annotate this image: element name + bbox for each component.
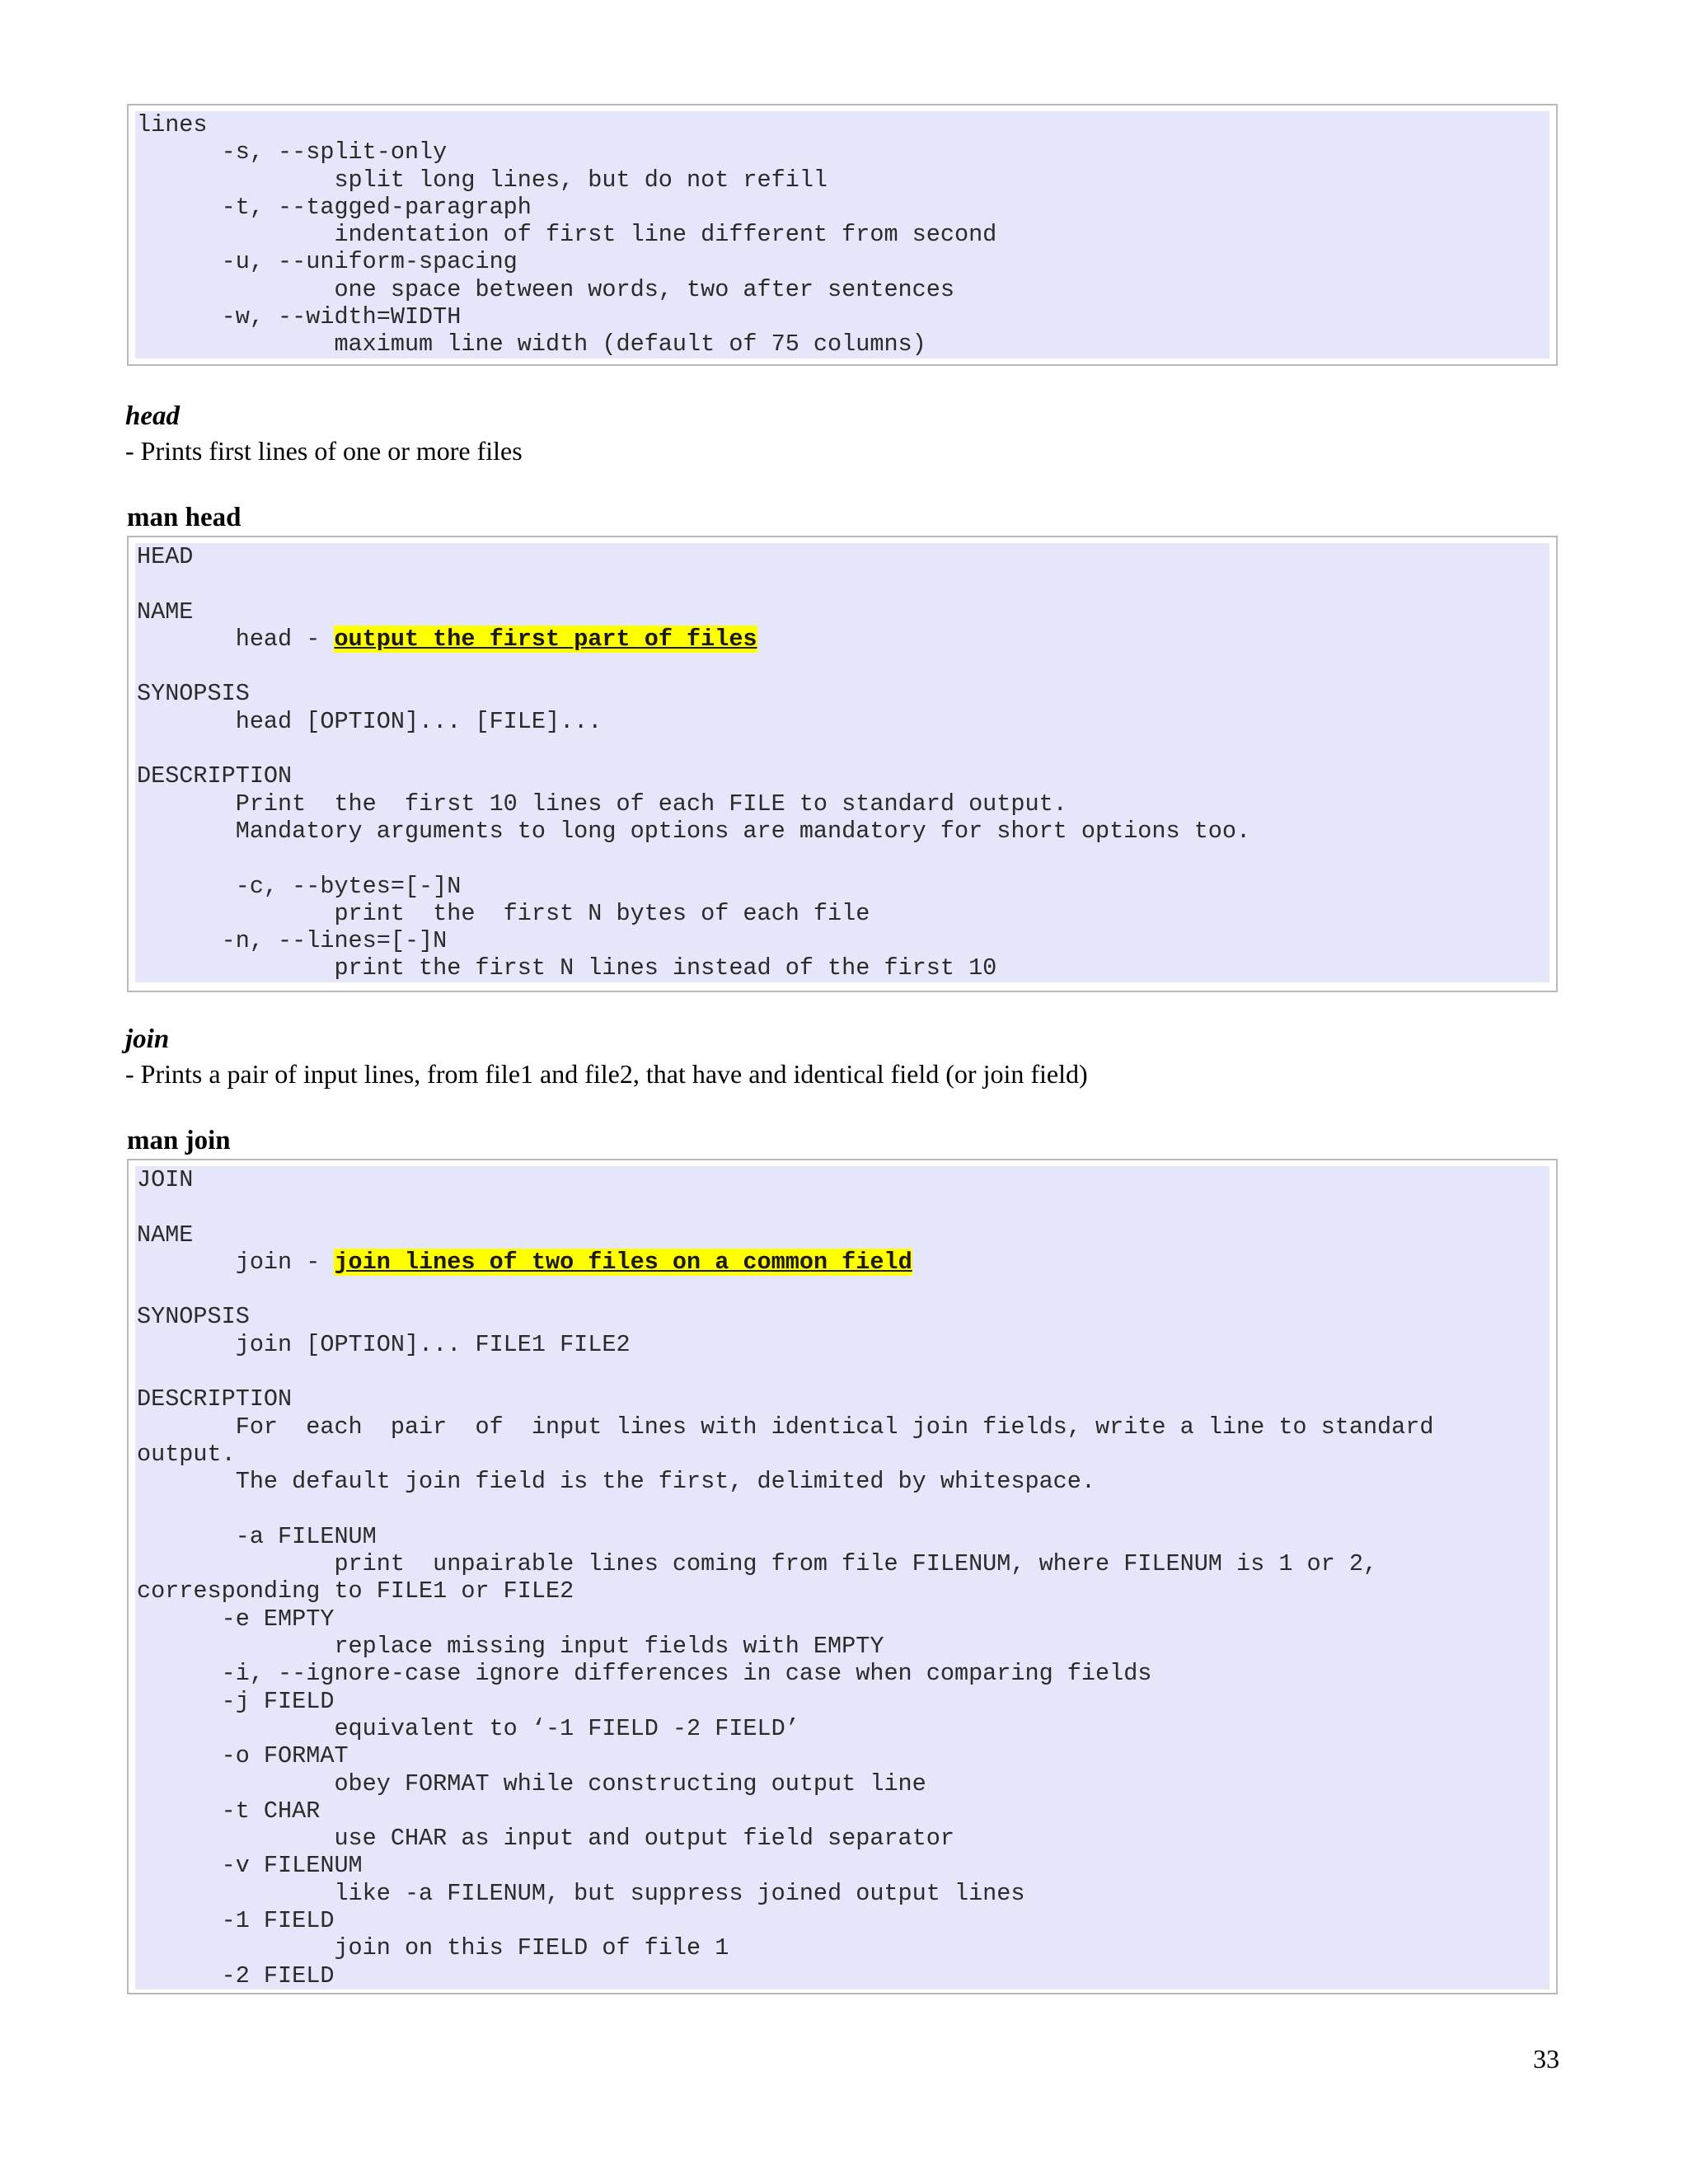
code-line: -u, --uniform-spacing xyxy=(137,248,518,276)
code-line: indentation of first line different from second xyxy=(137,221,997,249)
man-option-line: -t CHAR xyxy=(137,1797,321,1825)
man-option-line: -1 FIELD xyxy=(137,1907,335,1935)
man-option-line: -a FILENUM xyxy=(137,1522,377,1550)
head-command-title: head xyxy=(125,401,180,431)
code-line: -t, --tagged-paragraph xyxy=(137,193,532,221)
man-header: HEAD xyxy=(137,543,194,570)
code-line: one space between words, two after sentences xyxy=(137,275,954,303)
man-synopsis-label: SYNOPSIS xyxy=(137,680,250,708)
man-description-line: output. xyxy=(137,1440,236,1468)
fmt-man-text xyxy=(135,111,1550,359)
code-line: -s, --split-only xyxy=(137,138,448,166)
man-option-line: obey FORMAT while constructing output line xyxy=(137,1769,926,1797)
join-command-description: - Prints a pair of input lines, from file1 and file2, that have and identical field (or join field) xyxy=(125,1059,1088,1089)
man-description-line: For each pair of input lines with identical join fields, write a line to standard xyxy=(137,1413,1434,1441)
man-option-line: corresponding to FILE1 or FILE2 xyxy=(137,1577,574,1605)
man-option-line: equivalent to ‘-1 FIELD -2 FIELD’ xyxy=(137,1714,799,1742)
man-option-line: -2 FIELD xyxy=(137,1961,335,1990)
highlighted-summary: join lines of two files on a common field xyxy=(334,1248,912,1276)
code-line: maximum line width (default of 75 columns) xyxy=(137,330,926,359)
man-synopsis: head [OPTION]... [FILE]... xyxy=(137,707,603,735)
man-option-line: use CHAR as input and output field separator xyxy=(137,1825,954,1853)
man-option-line: -n, --lines=[-]N xyxy=(137,927,448,955)
man-header: JOIN xyxy=(137,1166,194,1193)
man-synopsis-label: SYNOPSIS xyxy=(137,1303,250,1331)
man-head-heading: man head xyxy=(127,503,241,532)
code-line: lines xyxy=(137,111,208,138)
man-option-line: replace missing input fields with EMPTY xyxy=(137,1633,884,1661)
man-option-line: -o FORMAT xyxy=(137,1742,349,1770)
man-name-label: NAME xyxy=(137,1221,194,1249)
man-option-line: print the first N lines instead of the first 10 xyxy=(137,954,997,982)
man-option-line: print the first N bytes of each file xyxy=(137,899,870,927)
head-command-description: - Prints first lines of one or more files xyxy=(125,436,523,466)
man-description-line: The default join field is the first, delimited by whitespace. xyxy=(137,1468,1095,1496)
man-description-line: Print the first 10 lines of each FILE to standard output. xyxy=(137,790,1067,818)
man-option-line: -i, --ignore-case ignore differences in case when comparing fields xyxy=(137,1660,1152,1688)
page-number: 33 xyxy=(1533,2044,1559,2074)
man-join-heading: man join xyxy=(127,1126,231,1155)
man-synopsis: join [OPTION]... FILE1 FILE2 xyxy=(137,1330,631,1358)
code-line: split long lines, but do not refill xyxy=(137,166,828,194)
code-line: -w, --width=WIDTH xyxy=(137,303,462,331)
man-name-label: NAME xyxy=(137,598,194,626)
man-option-line: join on this FIELD of file 1 xyxy=(137,1934,729,1962)
man-description-line: Mandatory arguments to long options are mandatory for short options too. xyxy=(137,817,1251,845)
highlighted-summary: output the first part of files xyxy=(334,625,757,653)
man-description-label: DESCRIPTION xyxy=(137,1385,293,1413)
join-man-code-block xyxy=(127,1159,1558,1994)
man-option-line: -v FILENUM xyxy=(137,1852,363,1880)
man-option-line: like -a FILENUM, but suppress joined output lines xyxy=(137,1879,1025,1907)
join-command-title: join xyxy=(125,1024,170,1054)
man-name-prefix: head - xyxy=(137,625,335,653)
head-man-text xyxy=(135,543,1550,982)
man-option-line: -c, --bytes=[-]N xyxy=(137,872,462,900)
man-option-line: print unpairable lines coming from file FILENUM, where FILENUM is 1 or 2, xyxy=(137,1550,1378,1578)
head-man-code-block xyxy=(127,536,1558,992)
join-man-text xyxy=(135,1166,1550,1990)
man-description-label: DESCRIPTION xyxy=(137,762,293,790)
man-option-line: -j FIELD xyxy=(137,1687,335,1715)
man-option-line: -e EMPTY xyxy=(137,1605,335,1633)
man-name-prefix: join - xyxy=(137,1248,335,1276)
fmt-man-code-block xyxy=(127,104,1558,366)
